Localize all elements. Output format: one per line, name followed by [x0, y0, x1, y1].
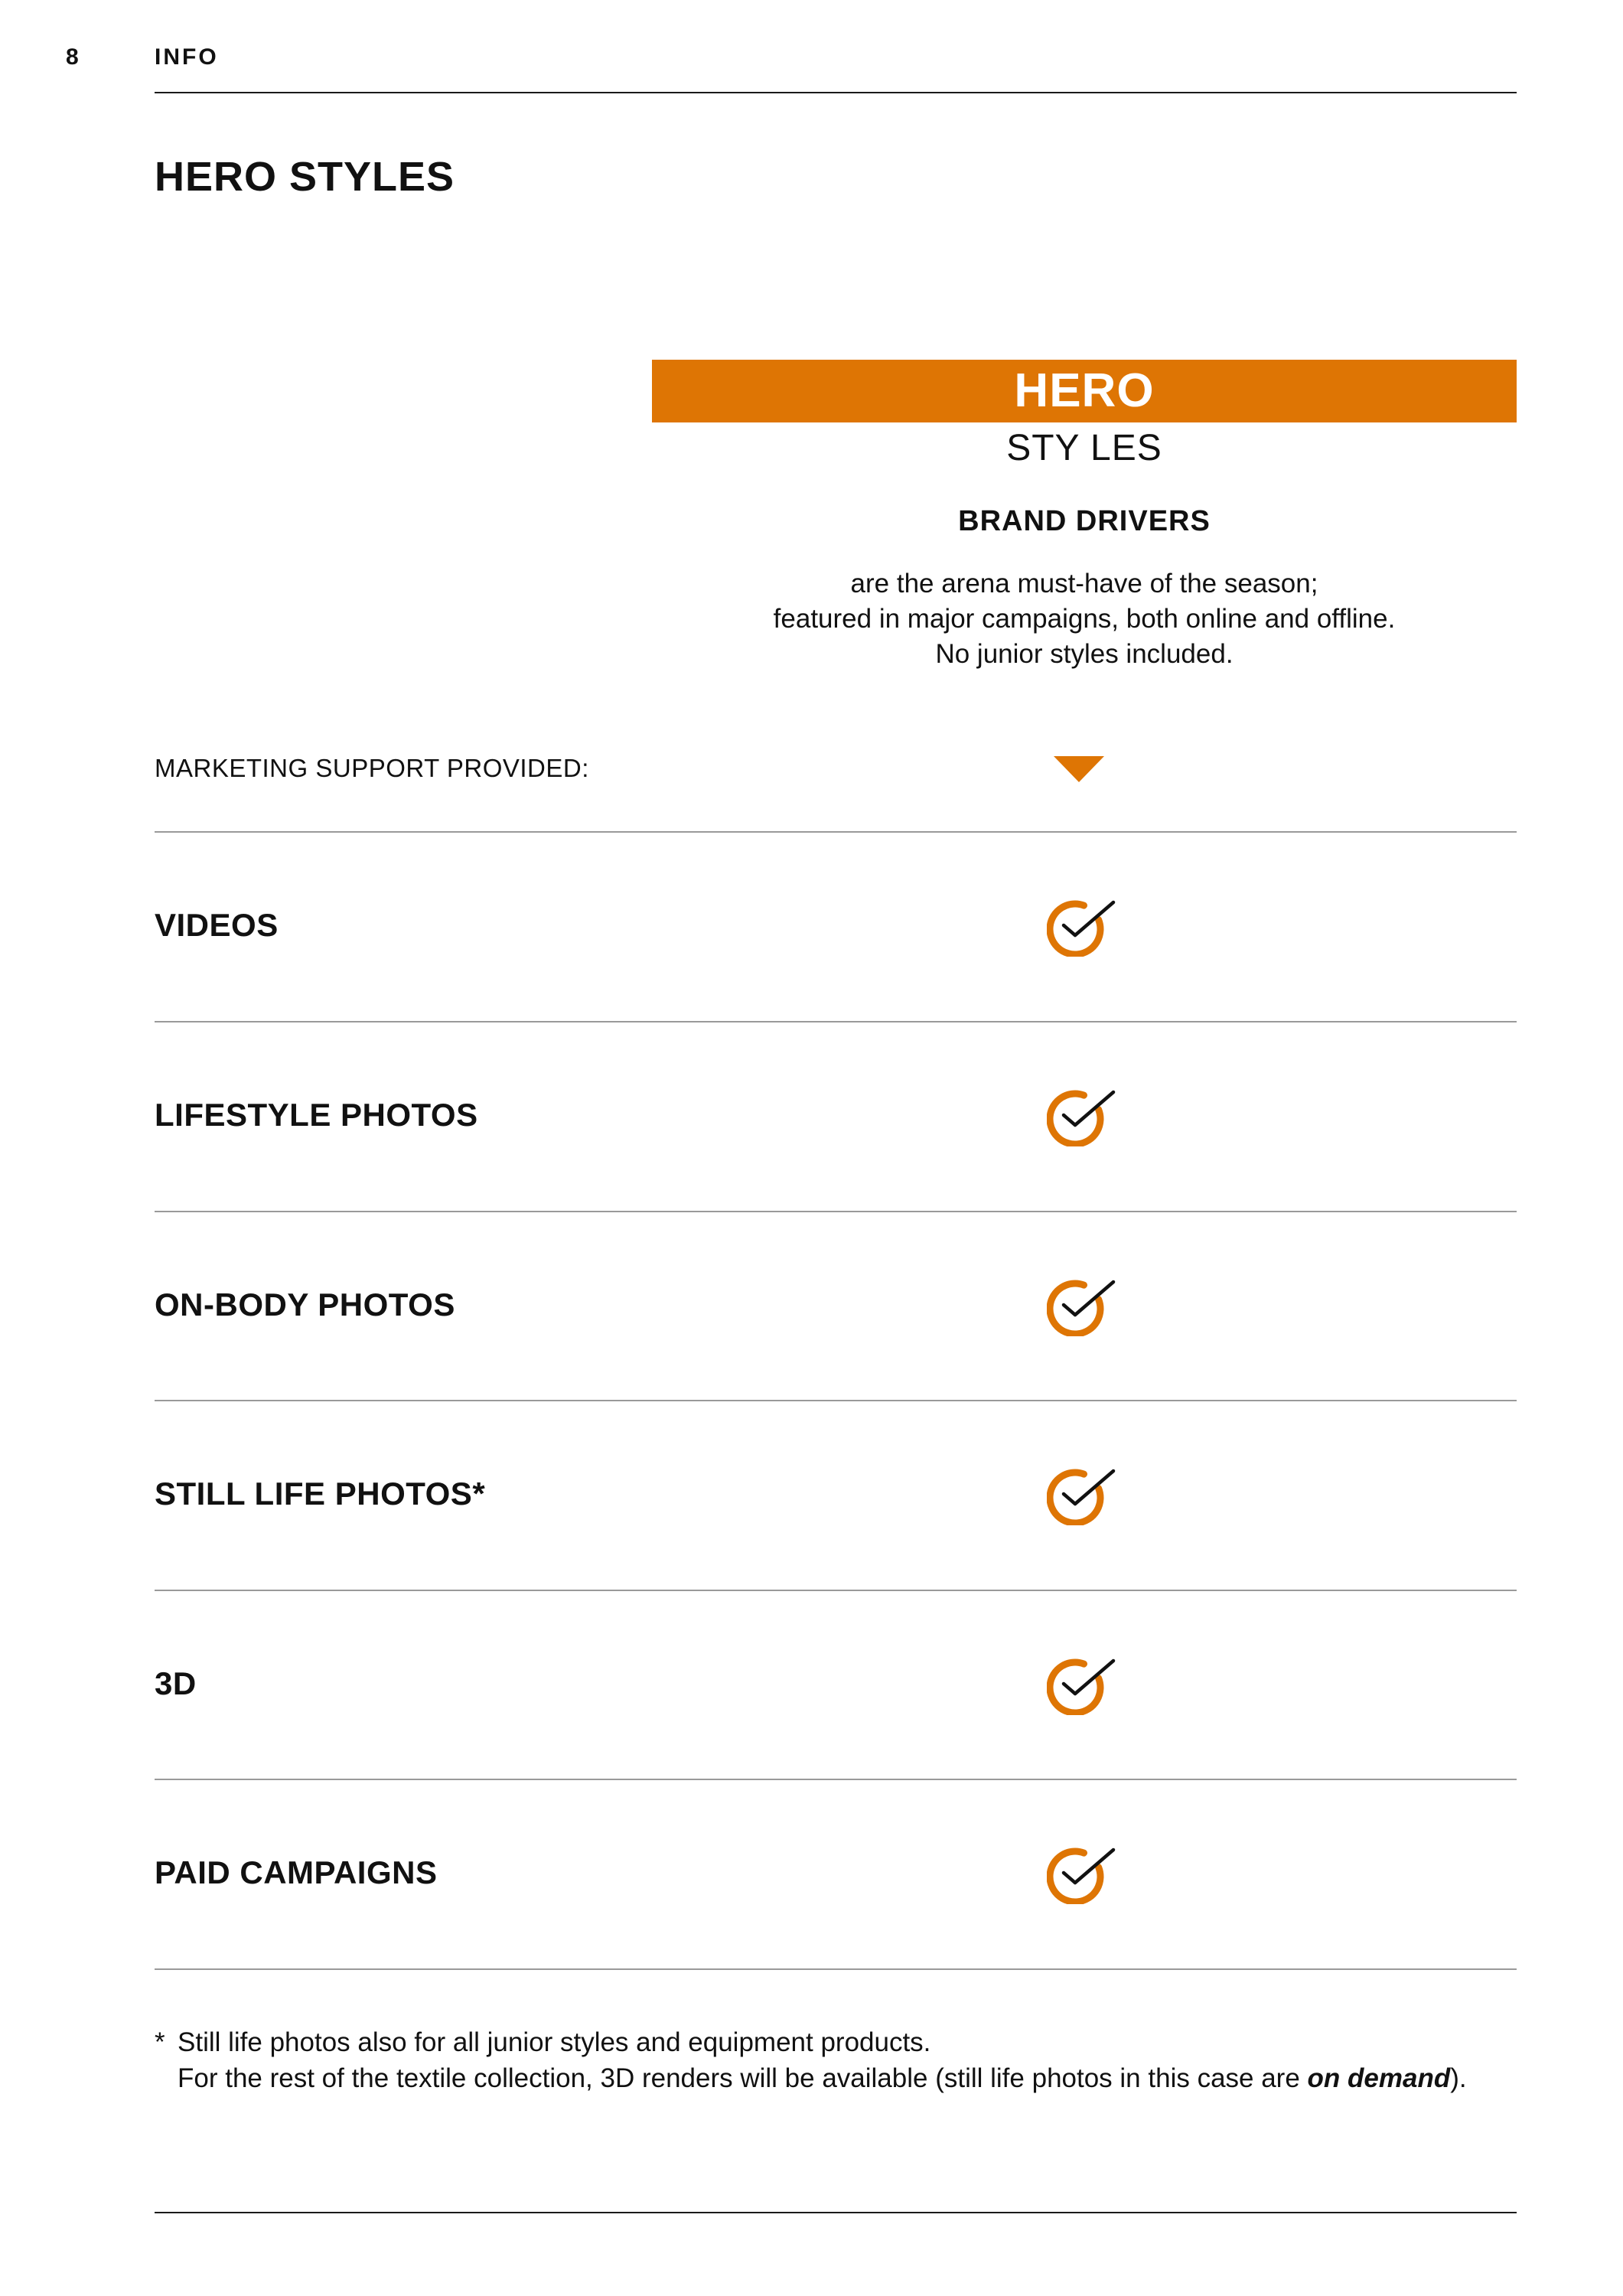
check-circle-icon [1047, 1275, 1117, 1336]
footnote-line-2-text: For the rest of the textile collection, 3D renders will be available (still life photos in this case are [178, 2063, 1308, 2093]
row-label-3d: 3D [155, 1665, 197, 1701]
footnote-marker: * [155, 2027, 165, 2057]
check-circle-icon [1047, 1654, 1117, 1715]
hero-description-line: are the arena must-have of the season; [850, 569, 1318, 598]
row-label-lifestyle-photos: LIFESTYLE PHOTOS [155, 1097, 478, 1133]
section-label: INFO [155, 44, 219, 70]
page-title: HERO STYLES [155, 154, 455, 200]
row-divider [155, 1779, 1517, 1780]
brand-drivers-heading: BRAND DRIVERS [958, 505, 1211, 537]
hero-description [652, 566, 1517, 672]
row-divider [155, 1590, 1517, 1591]
row-divider [155, 831, 1517, 833]
row-divider [155, 1021, 1517, 1022]
row-divider [155, 1211, 1517, 1212]
check-circle-icon [1047, 895, 1117, 957]
marketing-support-label: MARKETING SUPPORT PROVIDED: [155, 754, 589, 782]
check-circle-icon [1047, 1085, 1117, 1146]
footnote-emphasis: on demand [1307, 2063, 1451, 2093]
row-label-paid-campaigns: PAID CAMPAIGNS [155, 1854, 438, 1890]
row-label-still-life-photos: STILL LIFE PHOTOS* [155, 1476, 486, 1512]
header-divider [155, 92, 1517, 93]
hero-band: HERO [652, 360, 1517, 422]
hero-subtitle: STY LES [1006, 428, 1162, 468]
check-circle-icon [1047, 1843, 1117, 1904]
footnote-line-1: Still life photos also for all junior styles and equipment products. [178, 2027, 931, 2057]
row-divider [155, 1968, 1517, 1970]
hero-description-line: featured in major campaigns, both online and offline. [773, 604, 1396, 634]
footnote-line-2 [178, 2060, 1467, 2096]
row-divider [155, 1400, 1517, 1401]
check-circle-icon [1047, 1464, 1117, 1525]
page-number: 8 [66, 44, 80, 70]
triangle-down-icon [1054, 756, 1104, 782]
row-label-on-body-photos: ON-BODY PHOTOS [155, 1287, 455, 1322]
row-label-videos: VIDEOS [155, 907, 279, 943]
footnote-line-2-end: ). [1450, 2063, 1467, 2093]
hero-description-line: No junior styles included. [935, 639, 1234, 669]
footer-divider [155, 2212, 1517, 2213]
